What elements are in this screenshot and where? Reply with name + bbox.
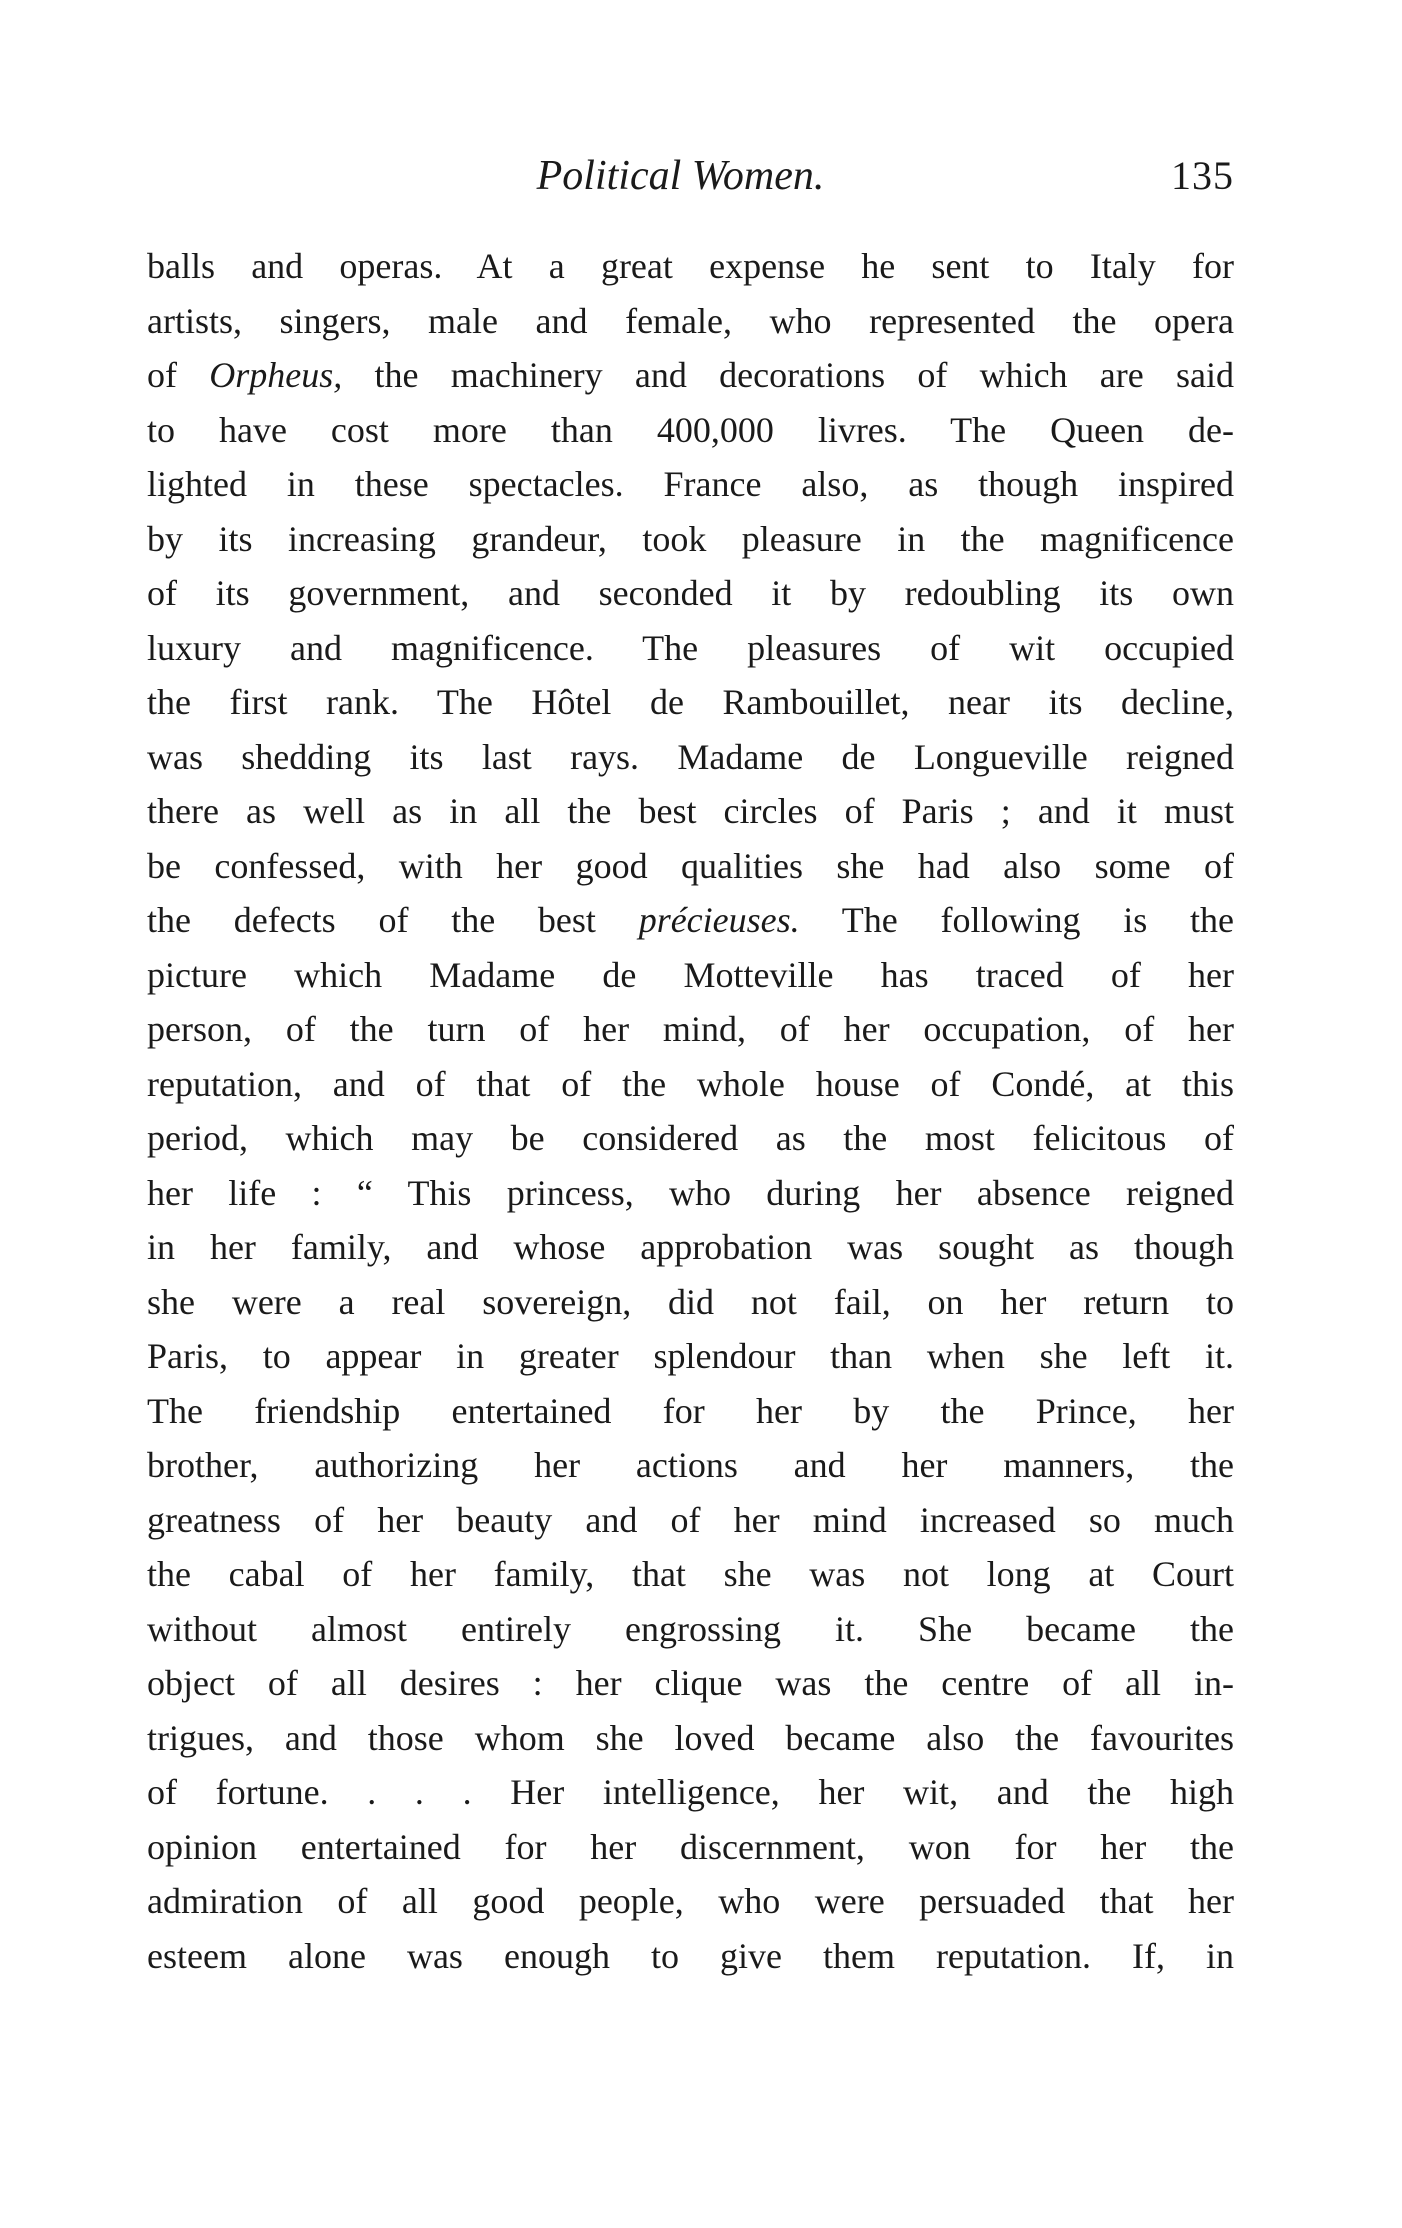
text-line: opinion entertained for her discernment, won for her the bbox=[147, 1826, 1234, 1867]
running-title-text: Political Women. bbox=[536, 153, 825, 199]
text-line: of its government, and seconded it by redoubling its own bbox=[147, 573, 1234, 613]
text-segment: The following is the bbox=[799, 900, 1234, 940]
text-line: person, of the turn of her mind, of her occupation, of her bbox=[147, 1009, 1234, 1049]
text-line: balls and operas. At a great expense he sent to Italy for bbox=[147, 246, 1234, 286]
text-line: there as well as in all the best circles of Paris ; and it must bbox=[147, 791, 1234, 831]
text-line: without almost entirely engrossing it. She became the bbox=[147, 1608, 1234, 1649]
text-segment: the machinery and decorations of which are said bbox=[342, 355, 1234, 395]
text-line: greatness of her beauty and of her mind increased so much bbox=[147, 1499, 1234, 1540]
italic-phrase: Orpheus, bbox=[209, 355, 343, 395]
text-line: to have cost more than 400,000 livres. The Queen de- bbox=[147, 409, 1234, 450]
body-text bbox=[147, 239, 1234, 1983]
text-line: lighted in these spectacles. France also, as though inspired bbox=[147, 464, 1234, 504]
text-line: object of all desires : her clique was the centre of all in- bbox=[147, 1663, 1234, 1703]
text-line: of fortune. . . . Her intelligence, her wit, and the high bbox=[147, 1772, 1234, 1812]
text-line: period, which may be considered as the most felicitous of bbox=[147, 1118, 1234, 1158]
text-line: in her family, and whose approbation was sought as though bbox=[147, 1227, 1234, 1267]
text-line: The friendship entertained for her by the Prince, her bbox=[147, 1390, 1234, 1431]
text-line: luxury and magnificence. The pleasures of wit occupied bbox=[147, 627, 1234, 668]
text-line: trigues, and those whom she loved became also the favourites bbox=[147, 1717, 1234, 1758]
page-number: 135 bbox=[1171, 153, 1234, 198]
text-line: the first rank. The Hôtel de Rambouillet, near its decline, bbox=[147, 682, 1234, 722]
text-line bbox=[147, 893, 1234, 948]
text-segment: of bbox=[147, 355, 210, 395]
text-line: brother, authorizing her actions and her manners, the bbox=[147, 1445, 1234, 1485]
text-line: Paris, to appear in greater splendour than when she left it. bbox=[147, 1336, 1234, 1376]
text-line: was shedding its last rays. Madame de Longueville reigned bbox=[147, 736, 1234, 777]
text-line bbox=[147, 348, 1234, 403]
italic-phrase: précieuses. bbox=[638, 900, 800, 940]
text-line: the cabal of her family, that she was not long at Court bbox=[147, 1554, 1234, 1594]
text-line: artists, singers, male and female, who represented the opera bbox=[147, 300, 1234, 341]
text-line: admiration of all good people, who were persuaded that her bbox=[147, 1881, 1234, 1921]
text-line: she were a real sovereign, did not fail, on her return to bbox=[147, 1281, 1234, 1322]
running-head bbox=[147, 148, 1234, 204]
text-line: be confessed, with her good qualities she had also some of bbox=[147, 845, 1234, 886]
text-line: picture which Madame de Motteville has traced of her bbox=[147, 954, 1234, 995]
running-title bbox=[147, 148, 1234, 204]
text-segment: the defects of the best bbox=[147, 900, 639, 940]
text-line: by its increasing grandeur, took pleasure in the magnificence bbox=[147, 518, 1234, 559]
text-line: esteem alone was enough to give them reputation. If, in bbox=[147, 1935, 1234, 1976]
text-line: reputation, and of that of the whole house of Condé, at this bbox=[147, 1063, 1234, 1104]
text-line: her life : “ This princess, who during her absence reigned bbox=[147, 1172, 1234, 1213]
